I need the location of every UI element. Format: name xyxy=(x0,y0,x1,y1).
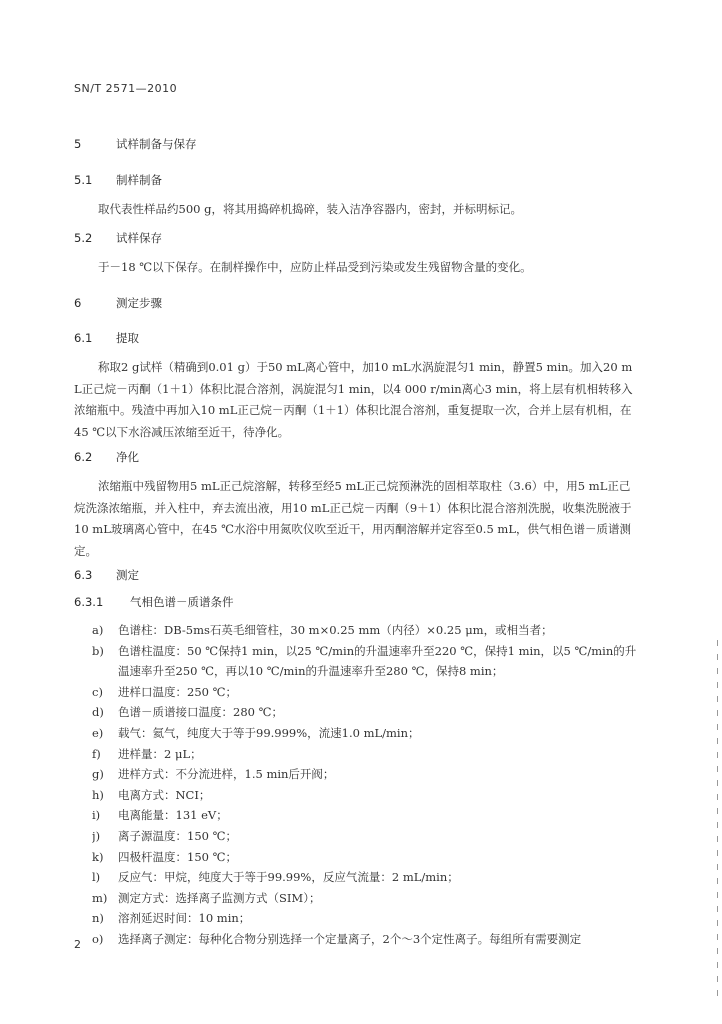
list-item xyxy=(92,702,637,723)
section-number: 6.1 xyxy=(74,331,93,345)
section-title: 测定 xyxy=(116,568,139,582)
list-item xyxy=(92,929,637,950)
section-number: 6.3.1 xyxy=(74,595,104,609)
section-title: 提取 xyxy=(116,331,139,345)
list-item xyxy=(92,908,637,929)
list-marker: b) xyxy=(92,643,104,658)
section-title: 气相色谱－质谱条件 xyxy=(130,595,234,609)
section-number: 5.2 xyxy=(74,231,93,245)
list-item xyxy=(92,805,637,826)
list-marker: d) xyxy=(92,705,104,720)
list-text: 四极杆温度：150 ℃； xyxy=(118,849,237,864)
list-item xyxy=(92,682,637,703)
section-title: 制样制备 xyxy=(116,173,162,187)
list-text: 选择离子测定：每种化合物分别选择一个定量离子，2个～3个定性离子。每组所有需要测定 xyxy=(118,931,582,946)
list-marker: e) xyxy=(92,725,104,740)
list-text: 溶剂延迟时间：10 min； xyxy=(118,911,251,926)
section-number: 5 xyxy=(74,137,82,151)
list-item xyxy=(92,847,637,868)
list-text: 色谱柱温度：50 ℃保持1 min，以25 ℃/min的升温速率升至220 ℃，保持1 min，以5 ℃/min的升温速率升至250 ℃，再以10 ℃/min的升温速率升至280 ℃，保持8 min； xyxy=(118,643,637,679)
list-item xyxy=(92,785,637,806)
list-text: 色谱柱：DB-5ms石英毛细管柱，30 m×0.25 mm（内径）×0.25 μm，或相当者； xyxy=(118,623,553,637)
section-title: 净化 xyxy=(116,450,139,464)
list-text: 电离能量：131 eV； xyxy=(118,808,228,823)
section-6-3-heading xyxy=(74,567,139,583)
list-item xyxy=(92,641,637,682)
list-text: 进样方式：不分流进样，1.5 min后开阀； xyxy=(118,767,335,782)
list-marker: f) xyxy=(92,746,101,761)
list-text: 反应气：甲烷，纯度大于等于99.99%，反应气流量：2 mL/min； xyxy=(118,870,459,885)
list-text: 测定方式：选择离子监测方式（SIM）； xyxy=(118,890,321,905)
list-text: 载气：氦气，纯度大于等于99.999%，流速1.0 mL/min； xyxy=(118,725,420,740)
section-6-2-heading xyxy=(74,449,139,465)
section-6-3-1-heading xyxy=(74,594,234,610)
section-number: 6.3 xyxy=(74,568,93,582)
section-5-2-text: 于－18 ℃以下保存。在制样操作中，应防止样品受到污染或发生残留物含量的变化。 xyxy=(98,260,532,274)
section-title: 测定步骤 xyxy=(116,296,162,310)
list-item xyxy=(92,723,637,744)
section-title: 试样保存 xyxy=(116,231,162,245)
list-item xyxy=(92,867,637,888)
list-item xyxy=(92,620,637,641)
list-text: 进样口温度：250 ℃； xyxy=(118,684,237,699)
list-text: 电离方式：NCI； xyxy=(118,787,211,802)
list-marker: g) xyxy=(92,767,104,782)
list-marker: c) xyxy=(92,684,103,699)
section-6-1-heading xyxy=(74,330,139,346)
list-item xyxy=(92,826,637,847)
list-marker: n) xyxy=(92,911,104,926)
scan-edge-mark xyxy=(717,640,718,1000)
section-title: 试样制备与保存 xyxy=(116,137,197,151)
list-text: 色谱－质谱接口温度：280 ℃； xyxy=(118,705,283,720)
section-number: 6.2 xyxy=(74,450,93,464)
standard-number: SN/T 2571—2010 xyxy=(74,82,178,95)
list-marker: h) xyxy=(92,787,104,802)
section-6-1-text: 称取2 g试样（精确到0.01 g）于50 mL离心管中，加10 mL水涡旋混匀1 min，静置5 min。加入20 mL正己烷－丙酮（1＋1）体积比混合溶剂，涡旋混匀1 min，以4 000 r/min离心3 min，将上层有机相转移入浓缩瓶中。残渣中再加入10 mL正己烷－丙酮（1＋1）体积比混合溶剂，重复提取一次，合并上层有机相，在45 ℃以下水浴减压浓缩至近干，待净化。 xyxy=(74,360,633,439)
section-number: 6 xyxy=(74,296,82,310)
list-item xyxy=(92,744,637,765)
section-5-heading xyxy=(74,136,197,152)
page-number: 2 xyxy=(74,938,81,951)
gc-ms-conditions-list xyxy=(92,620,637,950)
list-marker: o) xyxy=(92,931,104,946)
list-marker: a) xyxy=(92,623,104,637)
list-text: 进样量：2 μL； xyxy=(118,746,202,761)
section-6-heading xyxy=(74,295,162,311)
section-number: 5.1 xyxy=(74,173,93,187)
section-5-1-text: 取代表性样品约500 g，将其用捣碎机捣碎，装入洁净容器内，密封，并标明标记。 xyxy=(98,202,522,216)
list-text: 离子源温度：150 ℃； xyxy=(118,828,237,843)
list-marker: l) xyxy=(92,870,101,885)
list-marker: j) xyxy=(92,828,101,843)
list-marker: k) xyxy=(92,849,104,864)
list-item xyxy=(92,888,637,909)
list-marker: i) xyxy=(92,808,101,823)
section-5-1-heading xyxy=(74,172,162,188)
list-marker: m) xyxy=(92,890,108,905)
section-5-2-heading xyxy=(74,230,162,246)
list-item xyxy=(92,764,637,785)
section-6-2-text: 浓缩瓶中残留物用5 mL正己烷溶解，转移至经5 mL正己烷预淋洗的固相萃取柱（3.6）中，用5 mL正己烷洗涤浓缩瓶，并入柱中，弃去流出液，用10 mL正己烷－丙酮（9＋1）体积比混合溶剂洗脱，收集洗脱液于10 mL玻璃离心管中，在45 ℃水浴中用氮吹仪吹至近干，用丙酮溶解并定容至0.5 mL，供气相色谱－质谱测定。 xyxy=(74,479,632,558)
